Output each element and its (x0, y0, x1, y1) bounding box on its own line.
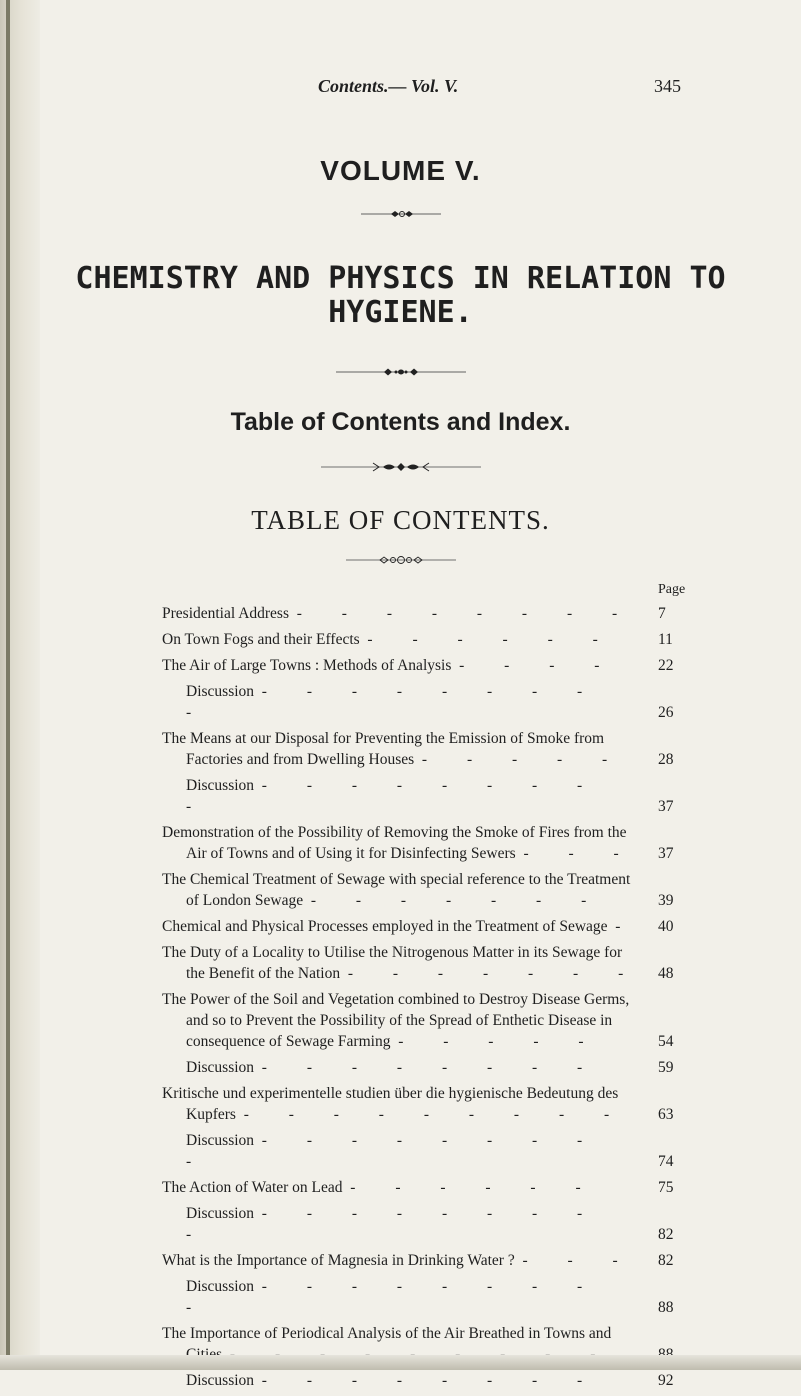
toc-entry (162, 1203, 682, 1245)
entry-page: 63 (658, 1106, 674, 1123)
leader-dashes: - - - - - - - - - (186, 683, 601, 721)
toc-entry (162, 603, 682, 624)
page-column-label: Page (658, 582, 686, 597)
entry-title: The Power of the Soil and Vegetation combined to Destroy Disease Germs, (162, 991, 630, 1008)
page-bottom-edge (0, 1355, 801, 1370)
ornament-divider-3 (0, 460, 801, 478)
toc-entry (162, 1083, 682, 1125)
entry-page: 22 (658, 657, 674, 674)
running-head: Contents.— Vol. V. (318, 76, 459, 96)
entry-title: The Chemical Treatment of Sewage with special reference to the Treatment (162, 871, 631, 888)
toc-title: TABLE OF CONTENTS. (251, 505, 550, 535)
leader-dashes: - - - - - (398, 1033, 602, 1050)
entry-page: 54 (658, 1033, 674, 1050)
entry-title: Discussion (186, 1278, 255, 1295)
entry-title: The Action of Water on Lead (162, 1179, 343, 1196)
entry-title: The Importance of Periodical Analysis of the Air Breathed in Towns and (162, 1325, 612, 1342)
subject-title (0, 262, 801, 330)
entry-page: 26 (658, 704, 674, 721)
toc-entry (162, 942, 682, 984)
toc-entry (162, 1177, 682, 1198)
subject-title-line2: HYGIENE. (328, 295, 473, 330)
entry-title: The Duty of a Locality to Utilise the Nitrogenous Matter in its Sewage for (162, 944, 623, 961)
entry-title: Demonstration of the Possibility of Removing the Smoke of Fires from the (162, 824, 627, 841)
leader-dashes: - - - - - - - (310, 892, 605, 909)
entry-page: 75 (658, 1179, 674, 1196)
index-title: Table of Contents and Index. (230, 408, 571, 436)
ornament-divider-2 (0, 364, 801, 382)
entry-page: 92 (658, 1372, 674, 1389)
leader-dashes: - - - - - - - - - (186, 1132, 601, 1170)
entry-page: 74 (658, 1153, 674, 1170)
toc-entry (162, 728, 682, 770)
leader-dashes: - - - - - (421, 751, 626, 768)
toc-entry (162, 822, 682, 864)
leader-dashes: - - - - - - - - - (243, 1106, 628, 1123)
ornament-divider-4 (0, 552, 801, 570)
toc-entry (162, 775, 682, 817)
toc-entry (162, 629, 682, 650)
subject-title-line1: CHEMISTRY AND PHYSICS IN RELATION TO (75, 261, 726, 296)
entry-title: Discussion (186, 683, 255, 700)
leader-dashes: - - - - - - - - (261, 1372, 601, 1389)
entry-title: Discussion (186, 1372, 255, 1389)
entry-page: 39 (658, 892, 674, 909)
entry-title: On Town Fogs and their Effects (162, 631, 360, 648)
volume-title: VOLUME V. (320, 155, 481, 186)
entry-title: Discussion (186, 1205, 255, 1222)
ornament-divider-1 (0, 206, 801, 224)
entry-title-cont: and so to Prevent the Possibility of the Spread of Enthetic Disease in (186, 1012, 613, 1029)
toc-entry (162, 916, 682, 937)
entry-page: 82 (658, 1252, 674, 1269)
entry-page: 59 (658, 1059, 674, 1076)
toc-entry (162, 1276, 682, 1318)
leader-dashes: - - - - (459, 657, 618, 674)
entry-page: 11 (658, 631, 673, 648)
leader-dashes: - - - - - - - - (261, 1059, 601, 1076)
leader-dashes: - - - - - - - - - (186, 1205, 601, 1243)
entry-title: What is the Importance of Magnesia in Drinking Water ? (162, 1252, 515, 1269)
entry-title: Kritische und experimentelle studien über die hygienische Bedeutung des (162, 1085, 619, 1102)
entry-title: The Air of Large Towns : Methods of Analysis (162, 657, 452, 674)
leader-dashes: - - - - - - - - (296, 605, 636, 622)
leader-dashes: - (615, 918, 639, 935)
entry-title: Chemical and Physical Processes employed in the Treatment of Sewage (162, 918, 608, 935)
leader-dashes: - - - - - - - (347, 965, 642, 982)
entry-page: 88 (658, 1299, 674, 1316)
page-number: 345 (654, 76, 681, 96)
entry-page: 7 (658, 605, 666, 622)
entry-page: 48 (658, 965, 674, 982)
toc-entry (162, 655, 682, 676)
leader-dashes: - - - - - - (367, 631, 616, 648)
entry-page: 37 (658, 798, 674, 815)
toc-entry (162, 1057, 682, 1078)
entry-title: Presidential Address (162, 605, 289, 622)
toc-entry (162, 1130, 682, 1172)
entry-page: 28 (658, 751, 674, 768)
leader-dashes: - - - (522, 1252, 636, 1269)
entry-page: 37 (658, 845, 674, 862)
leader-dashes: - - - - - - (350, 1179, 599, 1196)
entry-title: The Means at our Disposal for Preventing the Emission of Smoke from (162, 730, 605, 747)
entry-title-cont: Air of Towns and of Using it for Disinfecting Sewers (186, 845, 516, 862)
entry-page: 82 (658, 1226, 674, 1243)
entry-title-cont: of London Sewage (186, 892, 304, 909)
leader-dashes: - - - - - - - - - (186, 777, 601, 815)
toc-list (162, 603, 682, 1396)
entry-title-cont: Factories and from Dwelling Houses (186, 751, 415, 768)
entry-page: 40 (658, 918, 674, 935)
leader-dashes: - - - (523, 845, 637, 862)
toc-entry (162, 681, 682, 723)
entry-title: Discussion (186, 1059, 255, 1076)
entry-title: Discussion (186, 777, 255, 794)
entry-title: Discussion (186, 1132, 255, 1149)
toc-entry (162, 1250, 682, 1271)
entry-title-cont: Kupfers (186, 1106, 236, 1123)
entry-title-cont: the Benefit of the Nation (186, 965, 341, 982)
entry-title-cont: consequence of Sewage Farming (186, 1033, 391, 1050)
toc-entry (162, 1370, 682, 1391)
toc-entry (162, 869, 682, 911)
leader-dashes: - - - - - - - - - (186, 1278, 601, 1316)
toc-entry (162, 989, 682, 1052)
